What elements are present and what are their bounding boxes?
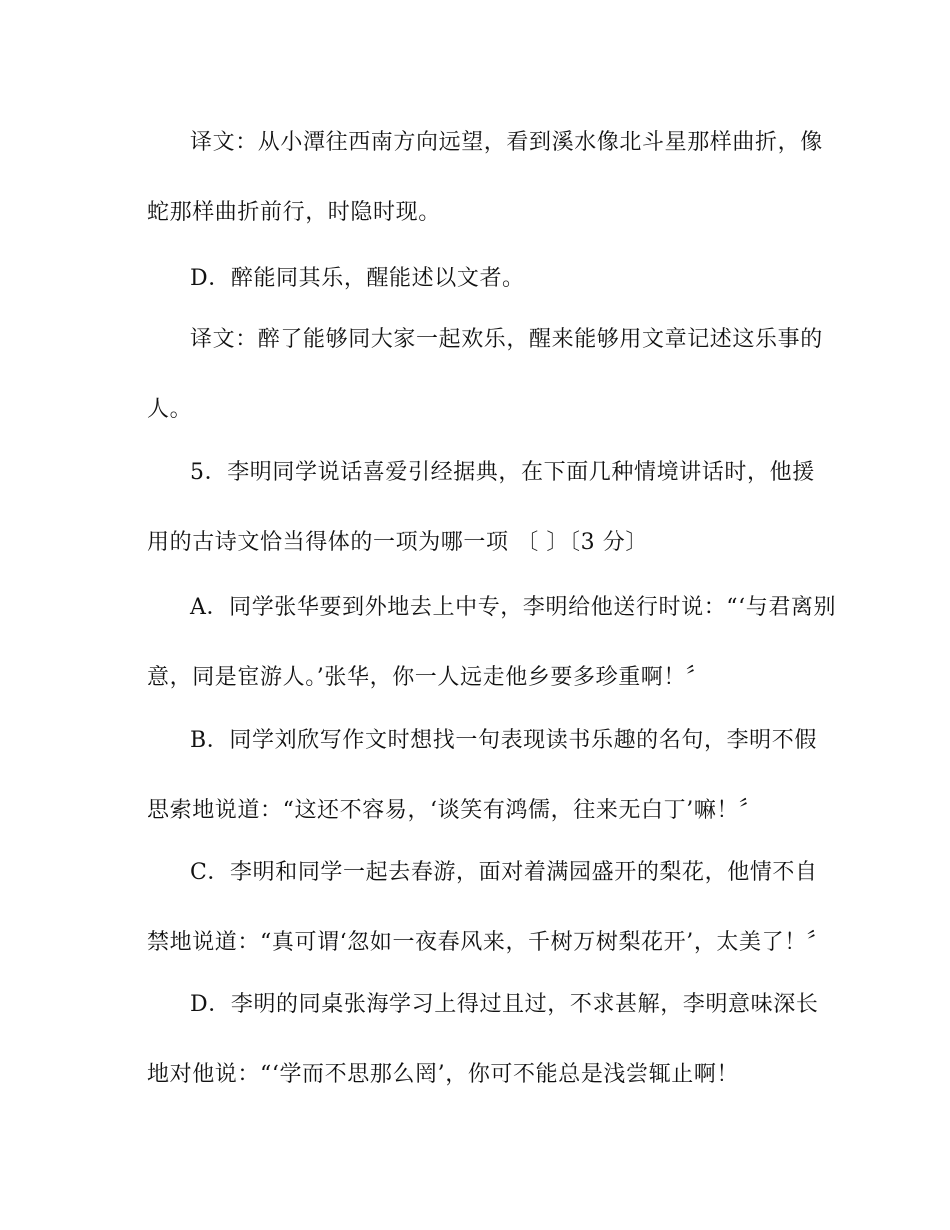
question-5-line-2: 用的古诗文恰当得体的一项为哪一项 〔 〕〔3 分〕 bbox=[147, 530, 648, 555]
option-d-line-1: D．李明的同桌张海学习上得过且过，不求甚解，李明意味深长 bbox=[190, 992, 819, 1017]
translation-c-line-2: 蛇那样曲折前行，时隐时现。 bbox=[147, 200, 441, 225]
option-a-line-2: 意，同是宦游人。’张华，你一人远走他乡要多珍重啊！〞 bbox=[147, 665, 709, 690]
option-c-line-2: 禁地说道：“真可谓‘忽如一夜春风来，千树万树梨花开’，太美了！〞 bbox=[147, 930, 830, 955]
option-b-line-1: B．同学刘欣写作文时想找一句表现读书乐趣的名句，李明不假 bbox=[190, 728, 817, 753]
option-d-sentence: D．醉能同其乐，醒能述以文者。 bbox=[190, 266, 525, 291]
question-5-line-1: 5．李明同学说话喜爱引经据典，在下面几种情境讲话时，他援 bbox=[190, 460, 815, 485]
translation-d-line-1: 译文：醉了能够同大家一起欢乐，醒来能够用文章记述这乐事的 bbox=[190, 327, 823, 352]
option-b-line-2: 思索地说道：“这还不容易，‘谈笑有鸿儒，往来无白丁’嘛！〞 bbox=[147, 798, 762, 823]
translation-c-line-1: 译文：从小潭往西南方向远望，看到溪水像北斗星那样曲折，像 bbox=[190, 130, 823, 155]
option-d-line-2: 地对他说：“‘学而不思那么罔’，你可不能总是浅尝辄止啊！ bbox=[147, 1062, 740, 1087]
option-c-line-1: C．李明和同学一起去春游，面对着满园盛开的梨花，他情不自 bbox=[190, 860, 818, 885]
option-a-line-1: A．同学张华要到外地去上中专，李明给他送行时说：“‘与君离别 bbox=[190, 595, 837, 620]
translation-d-line-2: 人。 bbox=[147, 397, 193, 422]
